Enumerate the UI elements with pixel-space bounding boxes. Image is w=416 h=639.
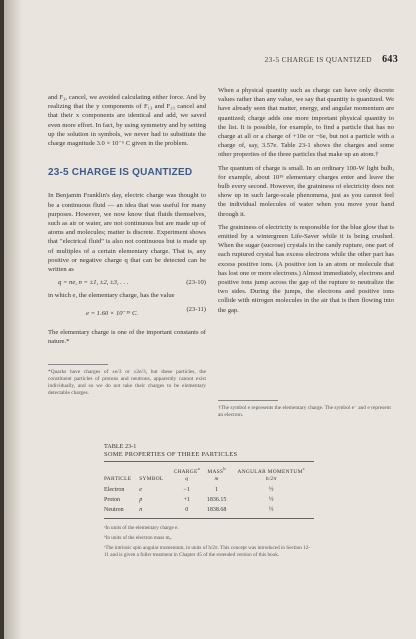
properties-table — [104, 465, 314, 515]
footnote-quarks: *Quarks have charges of ±e/3 or ±2e/3, but these particles, the constituent particles of protons and neutrons, apparently cannot exist individually, and so we do not take their charges to be elementary detectable charges. — [48, 369, 206, 397]
cell-symbol: p — [139, 496, 143, 503]
cell-angular: ½ — [269, 506, 274, 513]
table-row — [104, 495, 314, 505]
equation-23-11 — [58, 305, 206, 324]
table-23-1 — [104, 443, 314, 562]
paragraph-elementary-charge: in which e, the elementary charge, has the value — [48, 292, 175, 300]
table-label: TABLE 23-1 — [104, 443, 137, 450]
cell-angular: ½ — [269, 496, 274, 503]
running-head — [265, 54, 399, 65]
header-mass: MASS$^b$ m — [207, 466, 226, 482]
table-note-a: ᵃIn units of the elementary charge e. — [104, 524, 179, 531]
cell-particle: Proton — [104, 496, 121, 503]
header-symbol: SYMBOL — [139, 475, 164, 482]
equation-number: (23-11) — [186, 305, 206, 313]
footnote-rule — [48, 364, 108, 365]
equation-number: (23-10) — [186, 279, 206, 287]
cell-charge: −1 — [183, 486, 190, 493]
table-row — [104, 485, 314, 495]
cell-charge: +1 — [183, 496, 190, 503]
paragraph-lifesaver: The graininess of electricity is responsible for the blue glow that is emitted by a wintergreen Life-Saver while it is being crushed. When the sugar (sucrose) crystals in the candy rupture, one part of each ruptured crystal has excess electrons while the other part has excess positive ions. (A positive ion is an atom or molecule that has lost one or more electrons.) Almost immediately, electrons and positive ions jump across the gap of the rupture to neutralize the two sides. During the jumps, the electrons and positive ions collide with nitrogen molecules in the air that is then flowing into the gap. — [218, 223, 394, 314]
cell-symbol: n — [139, 506, 143, 513]
cell-mass: 1838.68 — [206, 506, 227, 513]
cell-charge: 0 — [185, 506, 189, 513]
equation-text: e = 1.60 × 10⁻¹⁹ C. — [86, 309, 138, 317]
page-gutter-shadow — [4, 0, 22, 639]
table-notes — [104, 525, 314, 559]
table-note-c: ᶜThe intrinsic spin angular momentum, in units of h/2π. This concept was introduced in Section 12-11 and is given a fuller treatment in Chapter 45 of the extended version of this book. — [104, 544, 311, 558]
paragraph-franklin: In Benjamin Franklin's day, electric charge was thought to be a continuous fluid — an idea that was useful for many purposes. However, we now know that fluids themselves, such as air or water, are not continuous but are made up of atoms and molecules; matter is discrete. Experiment shows that "electrical fluid" is also not continuous but is made up of multiples of a certain elementary charge. That is, any positive or negative charge q that can be detected can be written as — [48, 192, 206, 274]
cell-particle: Electron — [104, 486, 125, 493]
cell-symbol: e — [139, 486, 142, 493]
table-row — [104, 505, 314, 515]
paragraph-quantized: When a physical quantity such as charge can have only discrete values rather than any value, we say that quantity is quantized. We have already seen that matter, energy, and angular momentum are quantized; charge adds one more important physical quantity to the list. It is possible, for example, to find a particle that has no charge at all or a charge of +10e or −6e, but not a particle with a charge of, say, 3.57e. Table 23-1 shows the charges and some other properties of the three particles that make up an atom.† — [218, 87, 394, 159]
table-bottom-rule — [104, 518, 314, 519]
table-title: SOME PROPERTIES OF THREE PARTICLES — [104, 451, 238, 458]
book-page — [4, 0, 416, 639]
footnote-symbol-e: †The symbol e represents the elementary charge. The symbol e⁻ and e represent an electron. — [218, 405, 391, 418]
left-column — [48, 93, 206, 397]
equation-text: q = ne, n = ±1, ±2, ±3, . . . — [58, 279, 129, 287]
cell-angular: ½ — [269, 486, 274, 493]
equation-23-10 — [58, 278, 206, 287]
header-angular-momentum: ANGULAR MOMENTUM$^c$ h/2π — [237, 466, 305, 482]
page-number: 643 — [382, 54, 398, 65]
right-footnote — [218, 400, 394, 419]
table-note-b: ᵇIn units of the electron mass mₑ. — [104, 534, 173, 541]
intro-paragraph: and F₃, cancel, we avoided calculating either force. And by realizing that the y components of F₁₃ and F₂₃ cancel and that their x components are identical and add, we saved even more effort. In fact, by using symmetry and by setting up the solution in symbols, we never had to substitute the charge magnitude 3.0 × 10⁻⁶ C given in the problem. — [48, 94, 206, 148]
header-particle: PARTICLE — [104, 475, 132, 482]
right-column — [218, 86, 394, 319]
table-top-rule — [104, 461, 314, 462]
section-heading: 23-5 CHARGE IS QUANTIZED — [48, 167, 193, 179]
paragraph-quantum-small: The quantum of charge is small. In an ordinary 100-W light bulb, for example, about 10¹⁹ elementary charges enter and leave the bulb every second. However, the graininess of electricity does not show up in such large-scale phenomena, just as you cannot feel the individual molecules of water when you move your hand through it. — [218, 164, 394, 218]
cell-mass: 1836.15 — [206, 496, 227, 503]
paragraph-constants: The elementary charge is one of the important constants of nature.* — [48, 328, 206, 346]
table-header-row — [104, 465, 314, 485]
cell-mass: 1 — [215, 486, 219, 493]
header-charge: CHARGE$^a$ q — [173, 466, 200, 482]
cell-particle: Neutron — [104, 506, 124, 513]
running-title: 23-5 CHARGE IS QUANTIZED — [264, 55, 372, 64]
footnote-rule — [218, 400, 278, 401]
